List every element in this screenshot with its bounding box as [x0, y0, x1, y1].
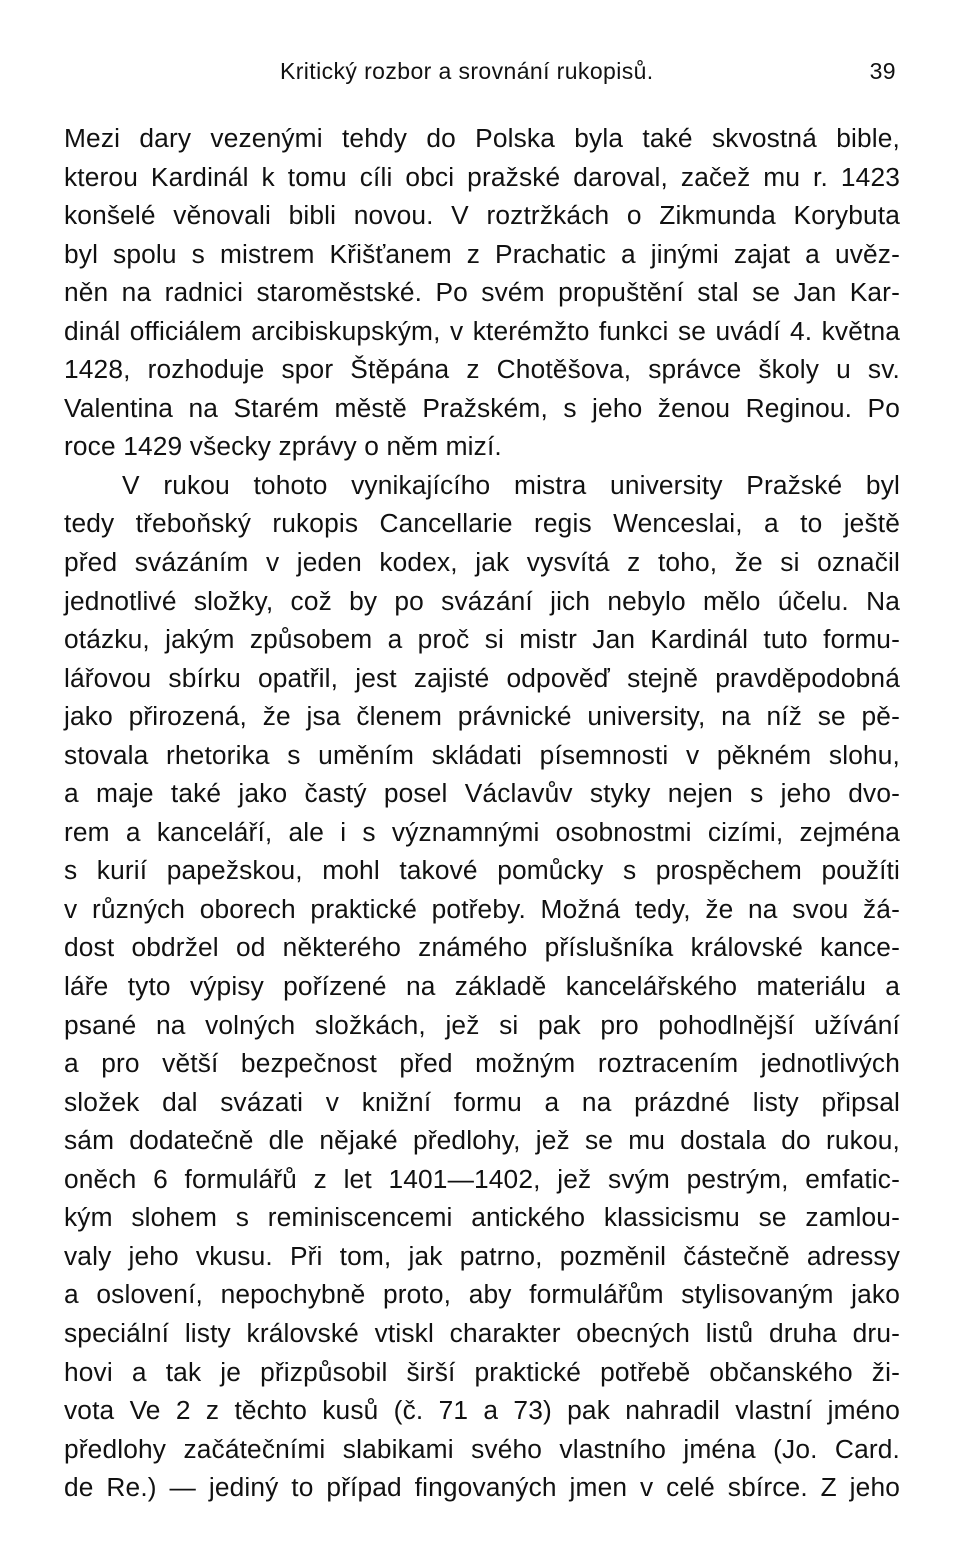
text-line: kým slohem s reminiscencemi antického klassicismu se zamlou-	[64, 1202, 900, 1233]
text-line: oněch 6 formulářů z let 1401—1402, jež svým pestrým, emfatic-	[64, 1163, 900, 1194]
text-line: vota Ve 2 z těchto kusů (č. 71 a 73) pak nahradil vlastní jméno	[64, 1395, 900, 1426]
text-line: jako přirozená, že jsa členem právnické university, na níž se pě-	[64, 701, 900, 732]
text-line: dost obdržel od některého známého příslušníka královské kance-	[64, 932, 900, 963]
text-line: před svázáním v jeden kodex, jak vysvítá z toho, že si označil	[64, 547, 900, 578]
text-line: lářovou sbírku opatřil, jest zajisté odpověď stejně pravděpodobná	[64, 662, 900, 693]
running-header	[64, 58, 896, 92]
text-line: něn na radnici staroměstské. Po svém propuštění stal se Jan Kar-	[64, 277, 900, 308]
text-line: Mezi dary vezenými tehdy do Polska byla také skvostná bible,	[64, 123, 900, 153]
text-line: hovi a tak je přizpůsobil širší praktické potřebě občanského ži-	[64, 1356, 900, 1387]
text-line: de Re.) — jediný to případ fingovaných jmen v celé sbírce. Z jeho	[64, 1472, 900, 1503]
body-text	[64, 119, 900, 1507]
text-line: láře tyto výpisy pořízené na základě kancelářského materiálu a	[64, 971, 900, 1002]
text-line: složek dal svázati v knižní formu a na prázdné listy připsal	[64, 1086, 900, 1117]
text-line: psané na volných složkách, jež si pak pro pohodlnější užívání	[64, 1009, 900, 1040]
text-line: valy jeho vkusu. Při tom, jak patrno, pozměnil částečně adressy	[64, 1240, 900, 1271]
text-line: kterou Kardinál k tomu cíli obci pražské daroval, začež mu r. 1423	[64, 161, 900, 192]
text-line: a oslovení, nepochybně proto, aby formulářům stylisovaným jako	[64, 1279, 900, 1310]
text-line: dinál officiálem arcibiskupským, v kterémžto funkci se uvádí 4. května	[64, 315, 900, 346]
text-line: V rukou tohoto vynikajícího mistra university Pražské byl	[122, 469, 900, 500]
text-line: a maje také jako častý posel Václavův styky nejen s jeho dvo-	[64, 778, 900, 809]
text-line: 1428, rozhoduje spor Štěpána z Chotěšova, správce školy u sv.	[64, 354, 900, 385]
text-line: stovala rhetorika s uměním skládati písemnosti v pěkném slohu,	[64, 739, 900, 770]
text-line: předlohy začátečními slabikami svého vlastního jména (Jo. Card.	[64, 1433, 900, 1464]
text-line: tedy třeboňský rukopis Cancellarie regis Wenceslai, a to ještě	[64, 508, 900, 539]
text-line: rem a kanceláří, ale i s významnými osobnostmi cizími, zejména	[64, 816, 900, 847]
page-number: 39	[869, 58, 896, 84]
text-line: otázku, jakým způsobem a proč si mistr Jan Kardinál tuto formu-	[64, 624, 900, 655]
running-title: Kritický rozbor a srovnání rukopisů.	[280, 58, 654, 84]
text-line: byl spolu s mistrem Křišťanem z Prachatic a jinými zajat a uvěz-	[64, 238, 900, 269]
text-line: sám dodatečně dle nějaké předlohy, jež se mu dostala do rukou,	[64, 1125, 900, 1156]
text-line: v různých oborech praktické potřeby. Možná tedy, že na svou žá-	[64, 893, 900, 924]
paragraph	[64, 466, 900, 1507]
text-line: s kurií papežskou, mohl takové pomůcky s prospěchem použíti	[64, 855, 900, 886]
text-line: a pro větší bezpečnost před možným roztracením jednotlivých	[64, 1048, 900, 1079]
text-line: konšelé věnovali bibli novou. V roztržkách o Zikmunda Korybuta	[64, 200, 900, 231]
text-line: Valentina na Starém městě Pražském, s jeho ženou Reginou. Po	[64, 392, 900, 423]
text-line: speciální listy královské vtiskl charakter obecných listů druha dru-	[64, 1317, 900, 1348]
text-line: jednotlivé složky, což by po svázání jich nebylo mělo účelu. Na	[64, 585, 900, 616]
paragraph	[64, 119, 900, 466]
text-line: roce 1429 všecky zprávy o něm mizí.	[64, 431, 502, 462]
